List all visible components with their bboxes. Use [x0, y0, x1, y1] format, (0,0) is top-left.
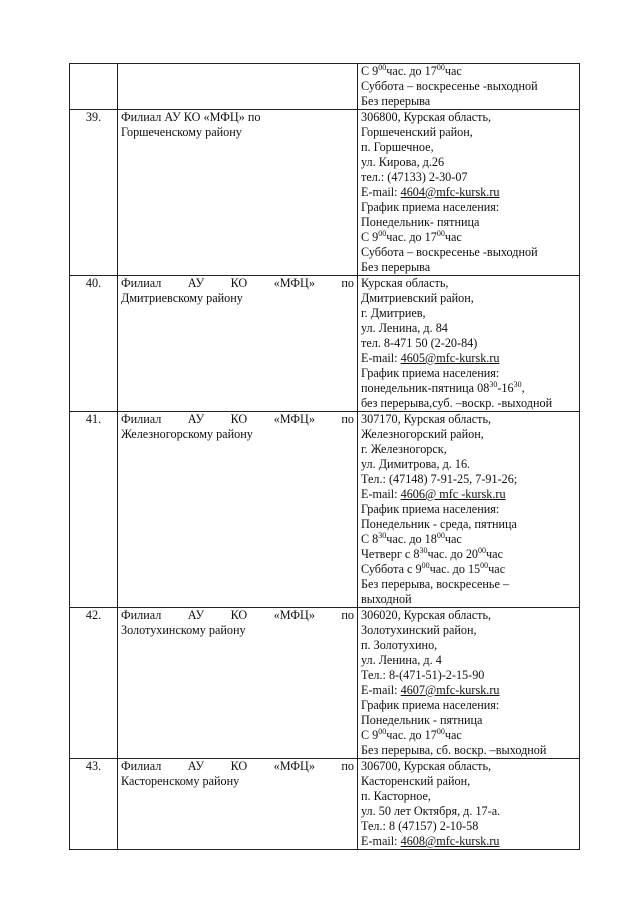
contact-text: ул. 50 лет Октября, д. 17-а.	[361, 804, 501, 818]
contact-line	[361, 532, 576, 547]
branch-name-word: «МФЦ»	[273, 276, 315, 290]
contact-line	[361, 351, 576, 366]
contact-line	[361, 819, 576, 834]
branch-name-line	[121, 412, 354, 427]
contact-text: час. до 17	[386, 230, 437, 244]
contact-text: час. до 20	[427, 547, 479, 561]
contact-text: Без перерыва	[361, 94, 431, 108]
contact-line	[361, 321, 576, 336]
contact-line	[361, 457, 576, 472]
row-number: 43.	[70, 759, 118, 850]
branch-name-cell	[118, 276, 358, 412]
contact-text: Понедельник - пятница	[361, 713, 483, 727]
branch-name-cell	[118, 412, 358, 608]
branch-district: Дмитриевскому району	[121, 291, 243, 305]
branch-name-word: Филиал	[121, 276, 162, 290]
branch-name-line	[121, 608, 354, 623]
contact-line	[361, 412, 576, 427]
branch-district: Железногорскому району	[121, 427, 253, 441]
time-minutes: 30	[378, 530, 387, 540]
contact-line	[361, 79, 576, 94]
contact-line	[361, 502, 576, 517]
contact-text: Железногорский район,	[361, 427, 484, 441]
contact-text: п. Горшечное,	[361, 140, 434, 154]
branch-name-cell	[118, 608, 358, 759]
table-row	[70, 276, 580, 412]
contact-line	[361, 276, 576, 291]
contact-line	[361, 170, 576, 185]
contact-text: выходной	[361, 592, 412, 606]
branch-name-word: КО	[230, 276, 248, 290]
contact-line	[361, 713, 576, 728]
row-number: 42.	[70, 608, 118, 759]
time-minutes: 30	[419, 545, 428, 555]
contact-text: Золотухинский район,	[361, 623, 477, 637]
branch-name-word: Филиал	[121, 608, 162, 622]
contact-text: E-mail:	[361, 683, 401, 697]
time-minutes: 00	[378, 63, 387, 72]
branch-name-word: КО	[230, 412, 248, 426]
contact-text: Касторенский район,	[361, 774, 471, 788]
contact-line	[361, 774, 576, 789]
contact-line	[361, 110, 576, 125]
contact-line	[361, 547, 576, 562]
contact-text: С 9	[361, 230, 379, 244]
branch-district: Касторенскому району	[121, 774, 240, 788]
contact-text: Суббота с 9	[361, 562, 422, 576]
contact-text: Понедельник- пятница	[361, 215, 480, 229]
contact-line	[361, 562, 576, 577]
time-minutes: 30	[513, 379, 522, 389]
contact-text: ул. Ленина, д. 4	[361, 653, 442, 667]
table-body	[70, 64, 580, 850]
contact-text: Тел.: 8 (47157) 2-10-58	[361, 819, 479, 833]
contact-text: Суббота – воскресенье -выходной	[361, 245, 538, 259]
contact-text: час	[488, 562, 506, 576]
contact-text: Понедельник - среда, пятница	[361, 517, 517, 531]
table-row	[70, 759, 580, 850]
branch-name-cell	[118, 759, 358, 850]
contact-text: Без перерыва, сб. воскр. –выходной	[361, 743, 547, 757]
contact-line	[361, 834, 576, 849]
contact-line	[361, 230, 576, 245]
contact-text: час. до 17	[386, 728, 437, 742]
branch-name-cell	[118, 110, 358, 276]
contact-line	[361, 427, 576, 442]
row-number: 41.	[70, 412, 118, 608]
email-link[interactable]: 4604@mfc-kursk.ru	[400, 185, 500, 199]
contact-line	[361, 698, 576, 713]
contact-text: ул. Димитрова, д. 16.	[361, 457, 471, 471]
branch-name-line	[121, 759, 354, 774]
contact-line	[361, 638, 576, 653]
contact-line	[361, 260, 576, 275]
contact-text: ул. Кирова, д.26	[361, 155, 445, 169]
contact-line	[361, 306, 576, 321]
contact-text: 307170, Курская область,	[361, 412, 492, 426]
branch-name-word: по	[341, 608, 354, 622]
email-link[interactable]: 4607@mfc-kursk.ru	[400, 683, 500, 697]
contact-text: С 9	[361, 64, 379, 78]
contact-line	[361, 683, 576, 698]
contact-text: тел.: (47133) 2-30-07	[361, 170, 468, 184]
branch-name-word: «МФЦ»	[273, 608, 315, 622]
contact-line	[361, 336, 576, 351]
contact-line	[361, 64, 576, 79]
contact-text: час	[486, 547, 503, 561]
contact-text: Тел.: (47148) 7-91-25, 7-91-26;	[361, 472, 518, 486]
contact-text: Без перерыва	[361, 260, 431, 274]
contact-line	[361, 472, 576, 487]
branch-name-word: АУ	[187, 608, 205, 622]
contact-text: Суббота – воскресенье -выходной	[361, 79, 538, 93]
branch-name-word: КО	[230, 759, 248, 773]
contact-line	[361, 487, 576, 502]
contact-text: E-mail:	[361, 487, 401, 501]
contact-line	[361, 789, 576, 804]
branch-name-cell	[118, 64, 358, 110]
contact-line	[361, 668, 576, 683]
branch-name-word: «МФЦ»	[273, 412, 315, 426]
contact-text: г. Железногорск,	[361, 442, 447, 456]
contact-line	[361, 592, 576, 607]
mfc-branches-table	[69, 63, 580, 850]
contact-line	[361, 155, 576, 170]
contact-text: 306800, Курская область,	[361, 110, 492, 124]
contact-text: Без перерыва, воскресенье –	[361, 577, 510, 591]
contact-text: час. до 15	[429, 562, 481, 576]
contact-line	[361, 396, 576, 411]
table-row	[70, 64, 580, 110]
branch-contact-cell	[358, 412, 580, 608]
branch-name-line: Филиал АУ КО «МФЦ» по	[121, 110, 261, 124]
contact-text: График приема населения:	[361, 200, 500, 214]
contact-line	[361, 608, 576, 623]
branch-name-word: КО	[230, 608, 248, 622]
time-minutes: 00	[480, 560, 489, 570]
table-row	[70, 412, 580, 608]
contact-text: 306020, Курская область,	[361, 608, 492, 622]
contact-text: 306700, Курская область,	[361, 759, 492, 773]
contact-line	[361, 140, 576, 155]
row-number: 40.	[70, 276, 118, 412]
contact-text: тел. 8-471 50 (2-20-84)	[361, 336, 478, 350]
time-minutes: 00	[378, 726, 387, 736]
contact-text: E-mail:	[361, 351, 401, 365]
contact-text: С 8	[361, 532, 379, 546]
time-minutes: 00	[436, 228, 445, 238]
contact-line	[361, 245, 576, 260]
branch-contact-cell	[358, 110, 580, 276]
time-minutes: 00	[436, 726, 445, 736]
contact-line	[361, 517, 576, 532]
branch-name-word: по	[341, 412, 354, 426]
contact-text: Четверг с 8	[361, 547, 420, 561]
contact-line	[361, 125, 576, 140]
contact-text: понедельник-пятница 08	[361, 381, 490, 395]
time-minutes: 00	[421, 560, 430, 570]
branch-district: Золотухинскому району	[121, 623, 246, 637]
row-number	[70, 64, 118, 110]
contact-text: ,	[521, 381, 525, 395]
contact-line	[361, 381, 576, 396]
contact-text: График приема населения:	[361, 698, 500, 712]
contact-text: Дмитриевский район,	[361, 291, 474, 305]
branch-contact-cell	[358, 608, 580, 759]
contact-line	[361, 185, 576, 200]
time-minutes: 00	[378, 228, 387, 238]
time-minutes: 00	[478, 545, 487, 555]
contact-text: Курская область,	[361, 276, 449, 290]
contact-text: п. Касторное,	[361, 789, 431, 803]
contact-text: График приема населения:	[361, 366, 500, 380]
email-link[interactable]: 4608@mfc-kursk.ru	[400, 834, 500, 848]
branch-name-word: «МФЦ»	[273, 759, 315, 773]
branch-name-word: по	[341, 759, 354, 773]
branch-name-word: АУ	[187, 412, 205, 426]
contact-text: E-mail:	[361, 185, 401, 199]
contact-line	[361, 728, 576, 743]
contact-line	[361, 94, 576, 109]
contact-text: С 9	[361, 728, 379, 742]
contact-line	[361, 200, 576, 215]
contact-line	[361, 577, 576, 592]
contact-text: час	[444, 64, 462, 78]
contact-text: Горшеченский район,	[361, 125, 473, 139]
table-row	[70, 608, 580, 759]
branch-name-word: АУ	[187, 759, 205, 773]
contact-text: час	[444, 532, 462, 546]
contact-line	[361, 623, 576, 638]
contact-text: E-mail:	[361, 834, 401, 848]
contact-text: час. до 17	[386, 64, 437, 78]
contact-text: час	[444, 728, 462, 742]
contact-text: Тел.: 8-(471-51)-2-15-90	[361, 668, 485, 682]
contact-text: час	[444, 230, 462, 244]
contact-line	[361, 291, 576, 306]
table-row	[70, 110, 580, 276]
contact-text: г. Дмитриев,	[361, 306, 426, 320]
branch-contact-cell	[358, 759, 580, 850]
contact-line	[361, 215, 576, 230]
branch-name-word: АУ	[187, 276, 205, 290]
contact-line	[361, 366, 576, 381]
contact-text: час. до 18	[386, 532, 437, 546]
contact-line	[361, 804, 576, 819]
branch-name-line	[121, 276, 354, 291]
branch-contact-cell	[358, 64, 580, 110]
time-minutes: 00	[436, 530, 445, 540]
email-link[interactable]: 4605@mfc-kursk.ru	[400, 351, 500, 365]
email-link[interactable]: 4606@ mfc -kursk.ru	[400, 487, 506, 501]
branch-name-word: Филиал	[121, 412, 162, 426]
branch-name-word: Филиал	[121, 759, 162, 773]
branch-district: Горшеченскому району	[121, 125, 242, 139]
time-minutes: 30	[489, 379, 498, 389]
contact-line	[361, 759, 576, 774]
contact-line	[361, 653, 576, 668]
contact-line	[361, 442, 576, 457]
contact-text: График приема населения:	[361, 502, 500, 516]
row-number: 39.	[70, 110, 118, 276]
contact-text: ул. Ленина, д. 84	[361, 321, 448, 335]
branch-name-word: по	[341, 276, 354, 290]
contact-text: без перерыва,суб. –воскр. -выходной	[361, 396, 553, 410]
contact-line	[361, 743, 576, 758]
branch-contact-cell	[358, 276, 580, 412]
contact-text: -16	[497, 381, 514, 395]
contact-text: п. Золотухино,	[361, 638, 438, 652]
time-minutes: 00	[436, 63, 445, 72]
